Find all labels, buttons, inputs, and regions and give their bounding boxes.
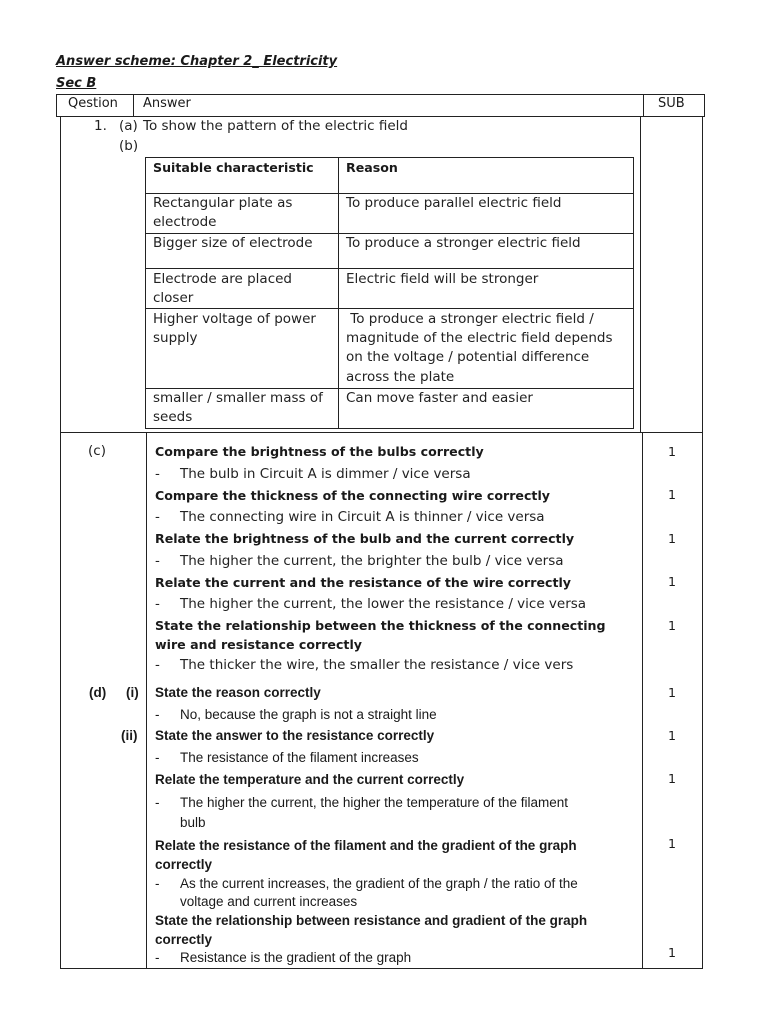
answer-point: bulb (180, 815, 206, 830)
header-left-border (56, 94, 57, 117)
reason-cell: To produce a stronger electric field / (346, 311, 594, 327)
column-header-answer: Answer (143, 96, 191, 111)
bullet-dash: - (155, 509, 160, 525)
bullet-dash: - (155, 657, 160, 673)
body-mid-border-top (640, 116, 641, 433)
criterion-text: Relate the brightness of the bulb and the current correctly (155, 531, 575, 546)
part-d-ii-label: (ii) (121, 728, 138, 743)
answer-point: The resistance of the filament increases (180, 750, 419, 765)
characteristic-cell: Higher voltage of power (153, 311, 316, 327)
bullet-dash: - (155, 553, 160, 569)
header-bottom-border (56, 116, 705, 117)
criterion-text: correctly (155, 932, 213, 947)
answer-point: Resistance is the gradient of the graph (180, 950, 412, 965)
reason-cell: Can move faster and easier (346, 390, 533, 406)
part-d-label: (d) (89, 685, 107, 700)
header-divider-2 (643, 94, 644, 117)
question-number: 1. (94, 118, 107, 134)
bullet-dash: - (155, 466, 160, 482)
table-bottom-border (60, 968, 703, 969)
reason-cell: on the voltage / potential difference (346, 349, 590, 365)
criterion-text: Compare the brightness of the bulbs correctly (155, 444, 484, 459)
part-a-answer: To show the pattern of the electric field (143, 118, 408, 134)
header-right-border (704, 94, 705, 117)
mark-value: 1 (668, 945, 677, 960)
row-line (145, 268, 634, 269)
criterion-text: Relate the resistance of the filament and the gradient of the graph (155, 838, 577, 853)
bullet-dash: - (155, 950, 160, 965)
bullet-dash: - (155, 795, 160, 810)
criterion-text: correctly (155, 857, 213, 872)
reason-cell: across the plate (346, 369, 455, 385)
reason-cell: To produce parallel electric field (346, 195, 562, 211)
table-top-border (56, 94, 705, 95)
row-line (145, 233, 634, 234)
characteristic-cell: closer (153, 290, 194, 306)
characteristic-cell: smaller / smaller mass of (153, 390, 323, 406)
bullet-dash: - (155, 707, 160, 722)
mark-value: 1 (668, 771, 677, 786)
column-header-sub: SUB (658, 96, 685, 111)
part-a-label: (a) (119, 118, 138, 134)
criterion-text: Relate the current and the resistance of the wire correctly (155, 575, 571, 590)
section-ab-bottom-border (60, 432, 703, 433)
header-reason: Reason (346, 160, 398, 175)
part-c-label: (c) (88, 443, 106, 459)
answer-point: The bulb in Circuit A is dimmer / vice versa (180, 466, 471, 482)
mark-value: 1 (668, 487, 677, 502)
header-suitable-characteristic: Suitable characteristic (153, 160, 314, 175)
mark-value: 1 (668, 685, 677, 700)
mark-value: 1 (668, 531, 677, 546)
characteristic-cell: seeds (153, 409, 193, 425)
document-title: Answer scheme: Chapter 2_ Electricity (56, 54, 338, 69)
row-line (145, 193, 634, 194)
row-line (145, 388, 634, 389)
criterion-text: Relate the temperature and the current correctly (155, 772, 465, 787)
bullet-dash: - (155, 596, 160, 612)
body-left-border-top (60, 116, 61, 433)
criterion-text: State the relationship between resistance and gradient of the graph (155, 913, 588, 928)
criterion-text: State the reason correctly (155, 685, 321, 700)
mark-value: 1 (668, 728, 677, 743)
section-label: Sec B (56, 76, 97, 91)
column-header-question: Qestion (68, 96, 118, 111)
reason-cell: Electric field will be stronger (346, 271, 539, 287)
criterion-text: State the relationship between the thickness of the connecting (155, 618, 606, 633)
answer-point: The thicker the wire, the smaller the resistance / vice vers (180, 657, 574, 673)
reason-cell: To produce a stronger electric field (346, 235, 581, 251)
mark-value: 1 (668, 444, 677, 459)
header-divider-1 (133, 94, 134, 117)
answer-point: The higher the current, the higher the temperature of the filament (180, 795, 568, 810)
mark-value: 1 (668, 618, 677, 633)
characteristic-cell: Bigger size of electrode (153, 235, 313, 251)
characteristic-cell: supply (153, 330, 198, 346)
body-right-border-bottom (702, 432, 703, 969)
answer-point: The higher the current, the lower the resistance / vice versa (180, 596, 587, 612)
part-d-i-label: (i) (126, 685, 139, 700)
body-left-border-bottom (60, 432, 61, 969)
answer-point: The connecting wire in Circuit A is thinner / vice versa (180, 509, 545, 525)
answer-point: No, because the graph is not a straight line (180, 707, 437, 722)
bullet-dash: - (155, 876, 160, 891)
criterion-text: State the answer to the resistance correctly (155, 728, 435, 743)
answer-point: As the current increases, the gradient of the graph / the ratio of the (180, 876, 578, 891)
body-divider-bottom (146, 432, 147, 969)
answer-point: The higher the current, the brighter the bulb / vice versa (180, 553, 564, 569)
reason-cell: magnitude of the electric field depends (346, 330, 613, 346)
characteristic-cell: Rectangular plate as (153, 195, 293, 211)
bullet-dash: - (155, 750, 160, 765)
row-line (145, 308, 634, 309)
mark-value: 1 (668, 574, 677, 589)
criterion-text: wire and resistance correctly (155, 637, 362, 652)
mark-value: 1 (668, 836, 677, 851)
body-mid-border-bottom (642, 432, 643, 969)
characteristic-cell: electrode (153, 214, 217, 230)
criterion-text: Compare the thickness of the connecting wire correctly (155, 488, 550, 503)
answer-point: voltage and current increases (180, 894, 358, 909)
part-b-label: (b) (119, 138, 139, 154)
body-right-border-top (702, 116, 703, 433)
characteristic-cell: Electrode are placed (153, 271, 292, 287)
